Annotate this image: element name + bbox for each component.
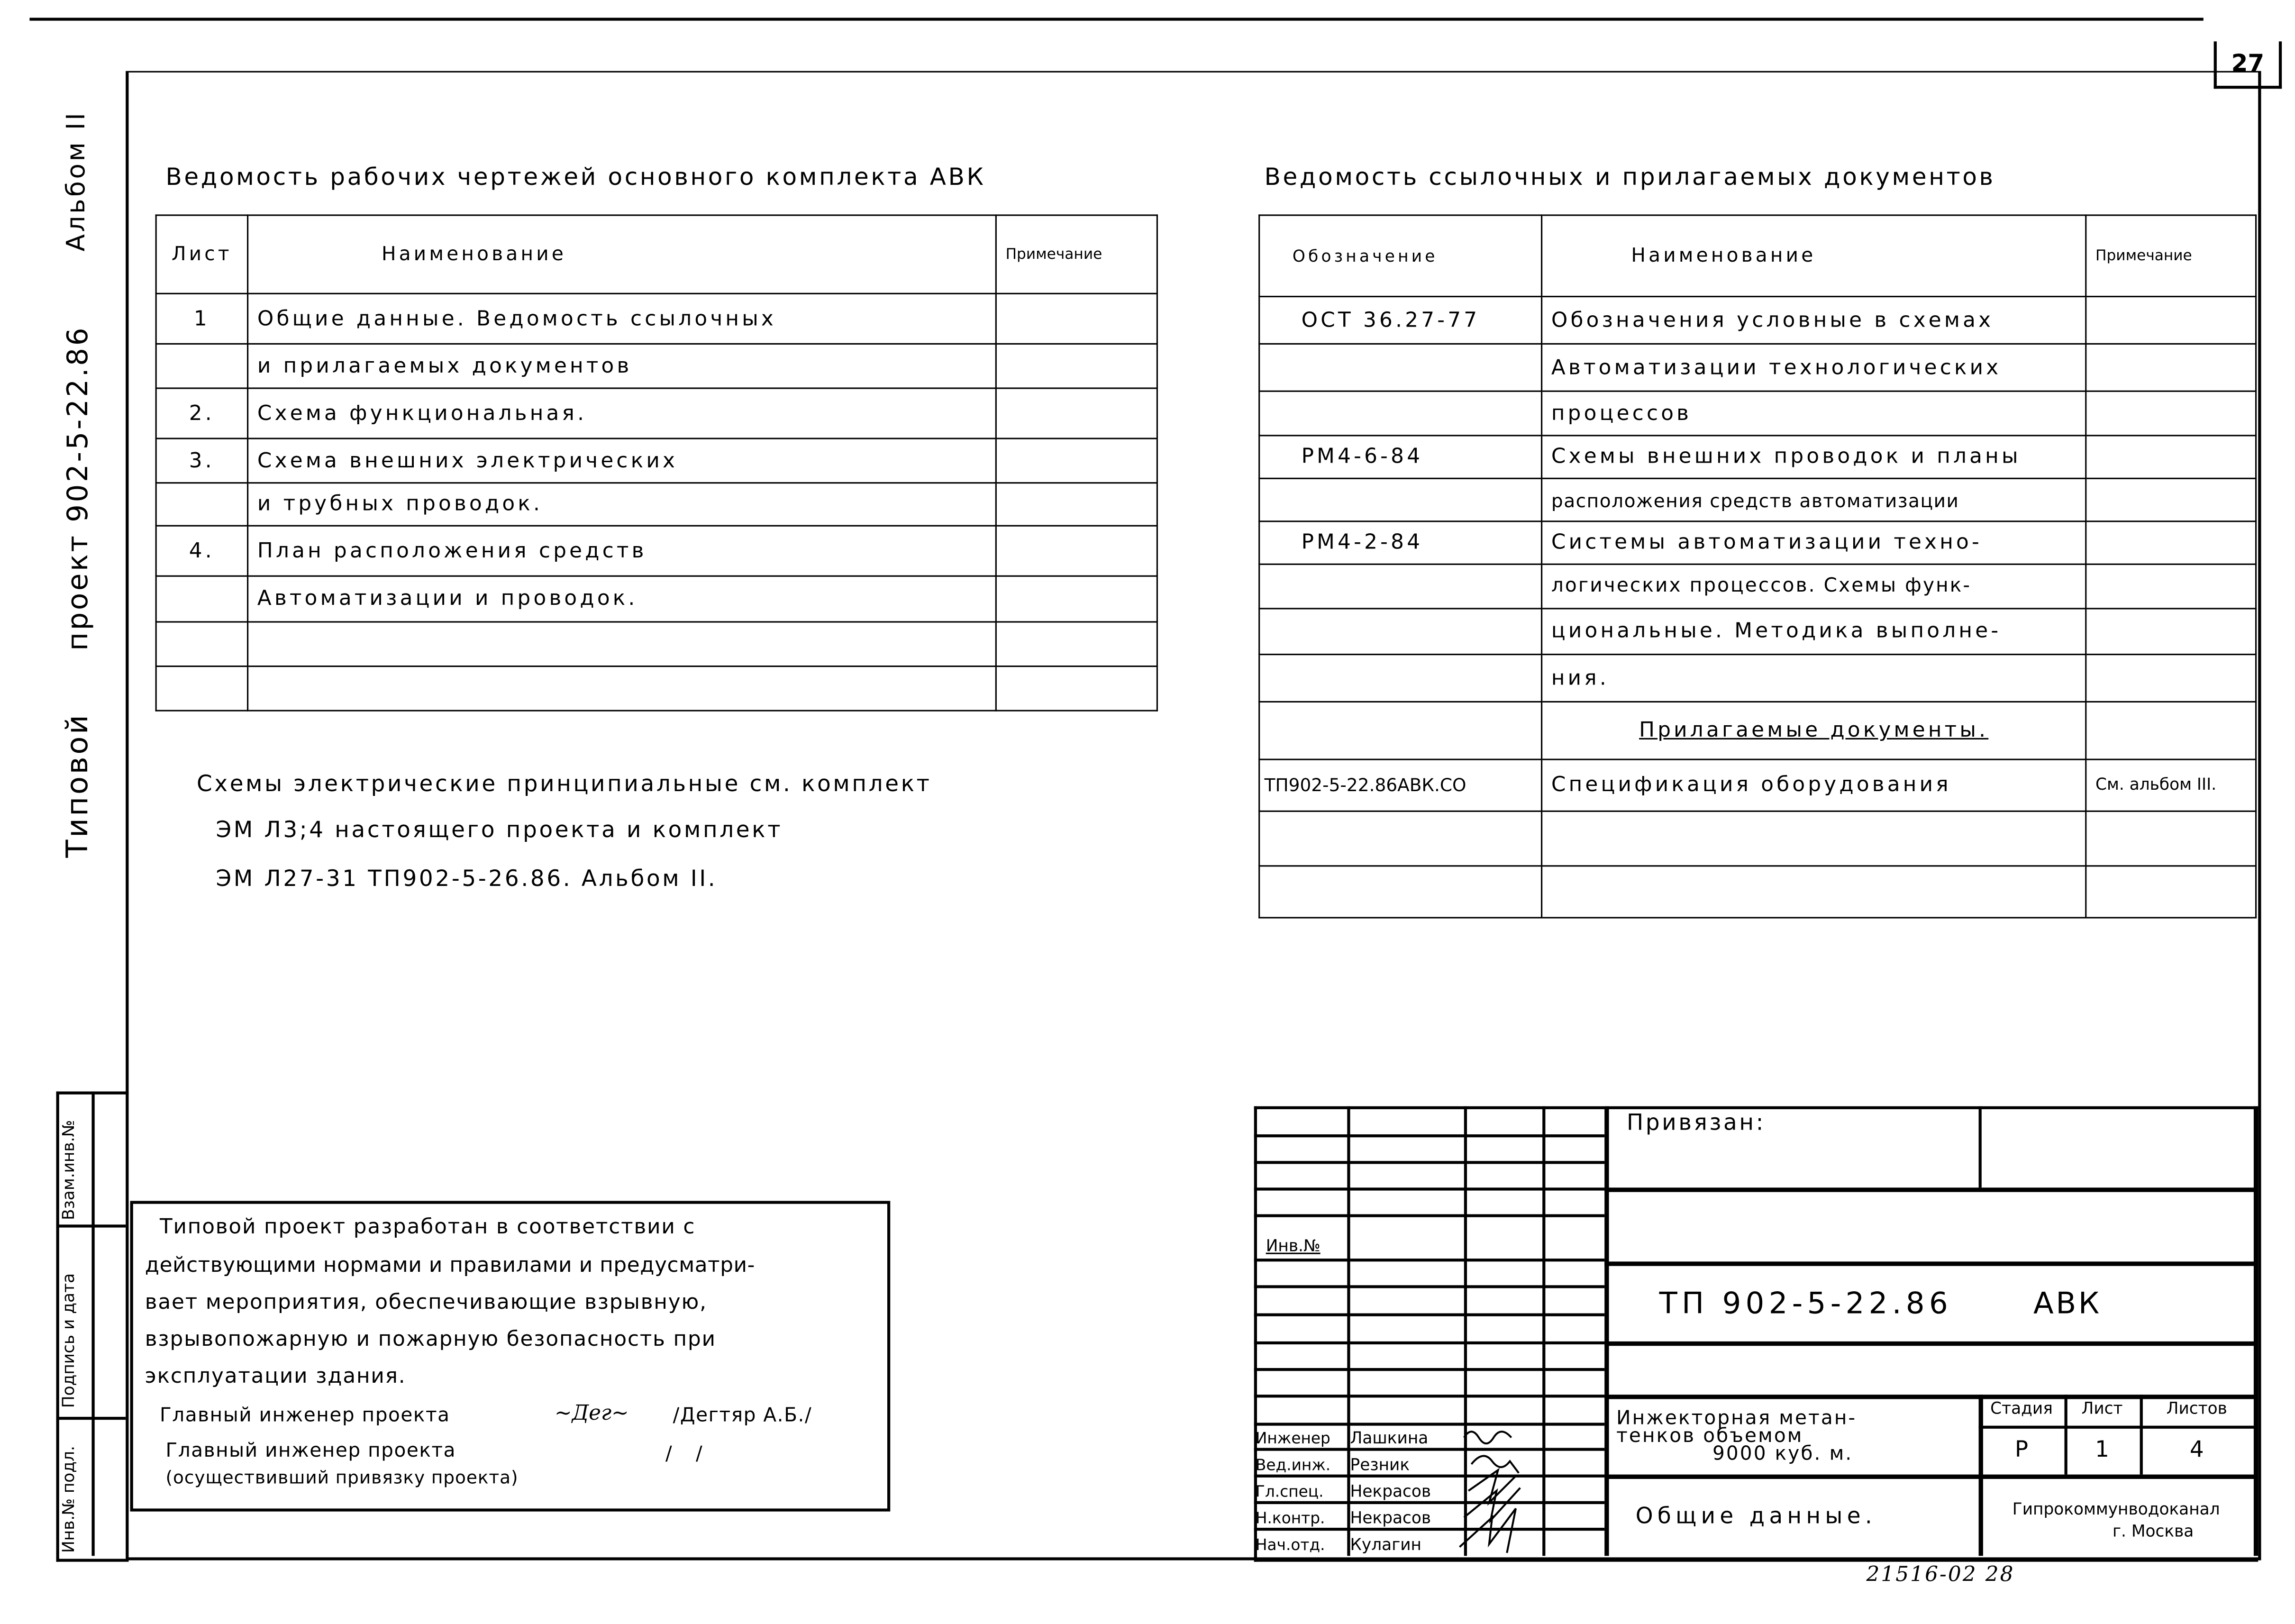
sheet-header: Лист bbox=[2081, 1399, 2123, 1419]
table-row bbox=[1259, 478, 2256, 521]
object-title-line: 9000 куб. м. bbox=[1712, 1443, 1853, 1466]
cell-name: логических процессов. Схемы функ- bbox=[1542, 564, 2086, 609]
cell-note bbox=[996, 576, 1157, 622]
cell-sheet: 3. bbox=[156, 438, 247, 483]
binding-engineer-sub: (осуществивший привязку проекта) bbox=[165, 1467, 519, 1488]
cell-name: ния. bbox=[1542, 655, 2086, 702]
cell-name bbox=[248, 622, 996, 666]
cell-name bbox=[1542, 811, 2086, 866]
organization bbox=[1979, 1498, 2254, 1543]
cell-note bbox=[996, 483, 1157, 526]
cell-designation bbox=[1259, 702, 1542, 759]
cell-name: Схема функциональная. bbox=[248, 388, 996, 438]
header-sheet: Лист bbox=[156, 215, 247, 293]
stamp-replace-inv: Взам.инв.№ bbox=[59, 1120, 79, 1220]
table-row bbox=[1259, 391, 2256, 436]
table-row bbox=[1259, 436, 2256, 478]
grid-line bbox=[1604, 1106, 1609, 1556]
grid-line bbox=[1604, 1341, 2255, 1346]
cell-note bbox=[996, 388, 1157, 438]
table-row bbox=[156, 576, 1157, 622]
cell-note bbox=[2086, 609, 2256, 655]
organization-city: г. Москва bbox=[2113, 1522, 2194, 1542]
header-name: Наименование bbox=[1542, 215, 2086, 297]
cell-designation: РМ4-2-84 bbox=[1259, 521, 1542, 564]
staff-names bbox=[1350, 1426, 1431, 1559]
cell-designation bbox=[1259, 478, 1542, 521]
chief-engineer-label: Главный инженер проекта bbox=[159, 1405, 450, 1427]
cell-note bbox=[2086, 344, 2256, 391]
cell-note bbox=[2086, 655, 2256, 702]
drawings-list-title: Ведомость рабочих чертежей основного комплекта АВК bbox=[165, 163, 986, 191]
table-row bbox=[156, 483, 1157, 526]
cell-note bbox=[996, 666, 1157, 711]
cell-name: и трубных проводок. bbox=[248, 483, 996, 526]
table-row bbox=[1259, 521, 2256, 564]
table-header bbox=[156, 215, 1157, 293]
stamp-divider bbox=[91, 1092, 94, 1556]
cell-name: Системы автоматизации техно- bbox=[1542, 521, 2086, 564]
table-header bbox=[1259, 215, 2256, 297]
table-row bbox=[1259, 655, 2256, 702]
cell-note bbox=[996, 438, 1157, 483]
compliance-line: эксплуатации здания. bbox=[145, 1365, 406, 1389]
sheet-title: Общие данные. bbox=[1635, 1502, 1877, 1530]
side-label-album: Альбом II bbox=[62, 110, 92, 252]
staff-name: Кулагин bbox=[1350, 1535, 1422, 1555]
cell-name: Обозначения условные в схемах bbox=[1542, 297, 2086, 344]
grid-line bbox=[1979, 1426, 2255, 1429]
cell-note bbox=[2086, 391, 2256, 436]
project-mark: АВК bbox=[2033, 1285, 2102, 1321]
cell-sheet bbox=[156, 483, 247, 526]
stamp-inv-orig: Инв.№ подл. bbox=[59, 1446, 79, 1553]
table-row bbox=[156, 666, 1157, 711]
organization-name: Гипрокоммунводоканал bbox=[2012, 1499, 2220, 1519]
table-row bbox=[1259, 811, 2256, 866]
object-title-line: Инжекторная метан- bbox=[1616, 1408, 1857, 1431]
compliance-line: вает мероприятия, обеспечивающие взрывную, bbox=[145, 1291, 707, 1315]
grid-line bbox=[1254, 1187, 1604, 1190]
cell-sheet: 1 bbox=[156, 293, 247, 344]
stamp-sign-date: Подпись и дата bbox=[59, 1273, 79, 1408]
compliance-line: Типовой проект разработан в соответствии с bbox=[159, 1215, 696, 1240]
compliance-line: взрывопожарную и пожарную безопасность при bbox=[145, 1328, 716, 1352]
top-trim-line bbox=[29, 18, 2203, 20]
cell-designation bbox=[1259, 344, 1542, 391]
staff-role: Н.контр. bbox=[1255, 1510, 1325, 1528]
compliance-box bbox=[130, 1201, 891, 1511]
table-row bbox=[1259, 702, 2256, 759]
grid-line bbox=[1254, 1285, 1604, 1288]
chief-engineer-name: /Дегтяр А.Б./ bbox=[673, 1405, 812, 1427]
cell-name: Общие данные. Ведомость ссылочных bbox=[248, 293, 996, 344]
cell-note bbox=[2086, 811, 2256, 866]
grid-line bbox=[1254, 1341, 1604, 1344]
cell-designation bbox=[1259, 655, 1542, 702]
stage-value: Р bbox=[2014, 1436, 2029, 1463]
cell-name: циональные. Методика выполне- bbox=[1542, 609, 2086, 655]
cell-note bbox=[996, 526, 1157, 576]
cell-designation bbox=[1259, 811, 1542, 866]
staff-role: Вед.инж. bbox=[1255, 1457, 1331, 1475]
cell-note: См. альбом III. bbox=[2086, 759, 2256, 811]
cell-name: Схема внешних электрических bbox=[248, 438, 996, 483]
cell-note bbox=[2086, 521, 2256, 564]
cell-sheet bbox=[156, 576, 247, 622]
cell-name: расположения средств автоматизации bbox=[1542, 478, 2086, 521]
staff-name: Лашкина bbox=[1350, 1428, 1429, 1448]
cell-note bbox=[996, 293, 1157, 344]
note-line: ЭМ Л3;4 настоящего проекта и комплект bbox=[216, 816, 783, 843]
signatures bbox=[1442, 1417, 1553, 1565]
staff-role: Инженер bbox=[1255, 1430, 1330, 1448]
cell-note bbox=[2086, 866, 2256, 918]
grid-line bbox=[1979, 1106, 1982, 1188]
compliance-line: действующими нормами и правилами и предусматри- bbox=[145, 1254, 756, 1278]
staff-role: Гл.спец. bbox=[1255, 1483, 1324, 1501]
cell-note bbox=[2086, 564, 2256, 609]
stage-header: Стадия bbox=[1990, 1399, 2053, 1419]
inv-label: Инв.№ bbox=[1266, 1236, 1321, 1256]
project-code: ТП 902-5-22.86 bbox=[1659, 1285, 1953, 1321]
side-label-type: Типовой bbox=[59, 712, 95, 858]
cell-note bbox=[2086, 436, 2256, 478]
stamp-divider bbox=[56, 1417, 126, 1420]
staff-name: Резник bbox=[1350, 1455, 1410, 1475]
footer-number: 21516-02 28 bbox=[1866, 1563, 2015, 1587]
table-row bbox=[156, 438, 1157, 483]
grid-line bbox=[1604, 1395, 2255, 1399]
table-row bbox=[156, 622, 1157, 666]
grid-line bbox=[1604, 1261, 2255, 1266]
drawings-list-table bbox=[155, 214, 1158, 711]
cell-sheet bbox=[156, 666, 247, 711]
cell-designation bbox=[1259, 866, 1542, 918]
object-title bbox=[1616, 1408, 1857, 1466]
binding-engineer-label: Главный инженер проекта bbox=[165, 1440, 456, 1463]
staff-roles bbox=[1256, 1426, 1330, 1559]
grid-line bbox=[1254, 1214, 1604, 1217]
cell-note bbox=[996, 622, 1157, 666]
grid-line bbox=[1254, 1314, 1604, 1316]
references-list-title: Ведомость ссылочных и прилагаемых документов bbox=[1264, 163, 1995, 191]
page-number: 27 bbox=[2214, 41, 2282, 89]
sheet-value: 1 bbox=[2095, 1436, 2109, 1463]
stamp-divider bbox=[56, 1224, 126, 1227]
cell-name: План расположения средств bbox=[248, 526, 996, 576]
cell-designation: РМ4-6-84 bbox=[1259, 436, 1542, 478]
cell-name: процессов bbox=[1542, 391, 2086, 436]
cell-note bbox=[2086, 702, 2256, 759]
cell-designation bbox=[1259, 391, 1542, 436]
attached-label: Привязан: bbox=[1626, 1109, 1766, 1136]
grid-line bbox=[1604, 1475, 2255, 1479]
cell-note bbox=[2086, 478, 2256, 521]
header-designation: Обозначение bbox=[1259, 215, 1542, 297]
object-title-line: тенков объемом bbox=[1616, 1425, 1803, 1448]
cell-name: Схемы внешних проводок и планы bbox=[1542, 436, 2086, 478]
attached-documents-heading: Прилагаемые документы. bbox=[1542, 702, 2086, 759]
chief-engineer-signature: ~Дег~ bbox=[555, 1402, 629, 1426]
staff-role: Нач.отд. bbox=[1255, 1536, 1325, 1555]
table-row bbox=[156, 526, 1157, 576]
cell-name: и прилагаемых документов bbox=[248, 344, 996, 388]
cell-sheet: 2. bbox=[156, 388, 247, 438]
header-note: Примечание bbox=[2086, 215, 2256, 297]
note-line: Схемы электрические принципиальные см. комплект bbox=[196, 770, 932, 797]
note-line: ЭМ Л27-31 ТП902-5-26.86. Альбом II. bbox=[216, 865, 718, 892]
grid-line bbox=[1254, 1259, 1604, 1261]
cell-designation bbox=[1259, 564, 1542, 609]
cell-designation bbox=[1259, 609, 1542, 655]
table-row bbox=[156, 388, 1157, 438]
cell-note bbox=[996, 344, 1157, 388]
header-note: Примечание bbox=[996, 215, 1157, 293]
cell-name: Автоматизации технологических bbox=[1542, 344, 2086, 391]
cell-sheet bbox=[156, 622, 247, 666]
table-row bbox=[1259, 866, 2256, 918]
cell-name: Автоматизации и проводок. bbox=[248, 576, 996, 622]
staff-name: Некрасов bbox=[1350, 1482, 1431, 1501]
grid-line bbox=[1604, 1187, 2255, 1192]
references-list-table bbox=[1258, 214, 2257, 918]
cell-sheet bbox=[156, 344, 247, 388]
table-row bbox=[1259, 759, 2256, 811]
table-row bbox=[1259, 564, 2256, 609]
cell-name bbox=[1542, 866, 2086, 918]
sheets-value: 4 bbox=[2189, 1436, 2204, 1463]
cell-note bbox=[2086, 297, 2256, 344]
binding-engineer-value: / / bbox=[665, 1443, 711, 1466]
table-row bbox=[156, 293, 1157, 344]
grid-line bbox=[1254, 1395, 1604, 1397]
table-row bbox=[1259, 297, 2256, 344]
grid-line bbox=[1254, 1368, 1604, 1371]
cell-designation: ТП902-5-22.86АВК.СО bbox=[1259, 759, 1542, 811]
cell-sheet: 4. bbox=[156, 526, 247, 576]
grid-line bbox=[1254, 1134, 1604, 1137]
cell-designation: ОСТ 36.27-77 bbox=[1259, 297, 1542, 344]
sheets-header: Листов bbox=[2166, 1399, 2227, 1419]
grid-line bbox=[2254, 1106, 2258, 1556]
grid-line bbox=[1254, 1161, 1604, 1164]
table-row bbox=[156, 344, 1157, 388]
side-label-project: проект 902-5-22.86 bbox=[62, 325, 95, 651]
header-name: Наименование bbox=[248, 215, 996, 293]
table-row bbox=[1259, 344, 2256, 391]
table-row bbox=[1259, 609, 2256, 655]
cell-name bbox=[248, 666, 996, 711]
cell-name: Спецификация оборудования bbox=[1542, 759, 2086, 811]
staff-name: Некрасов bbox=[1350, 1508, 1431, 1528]
